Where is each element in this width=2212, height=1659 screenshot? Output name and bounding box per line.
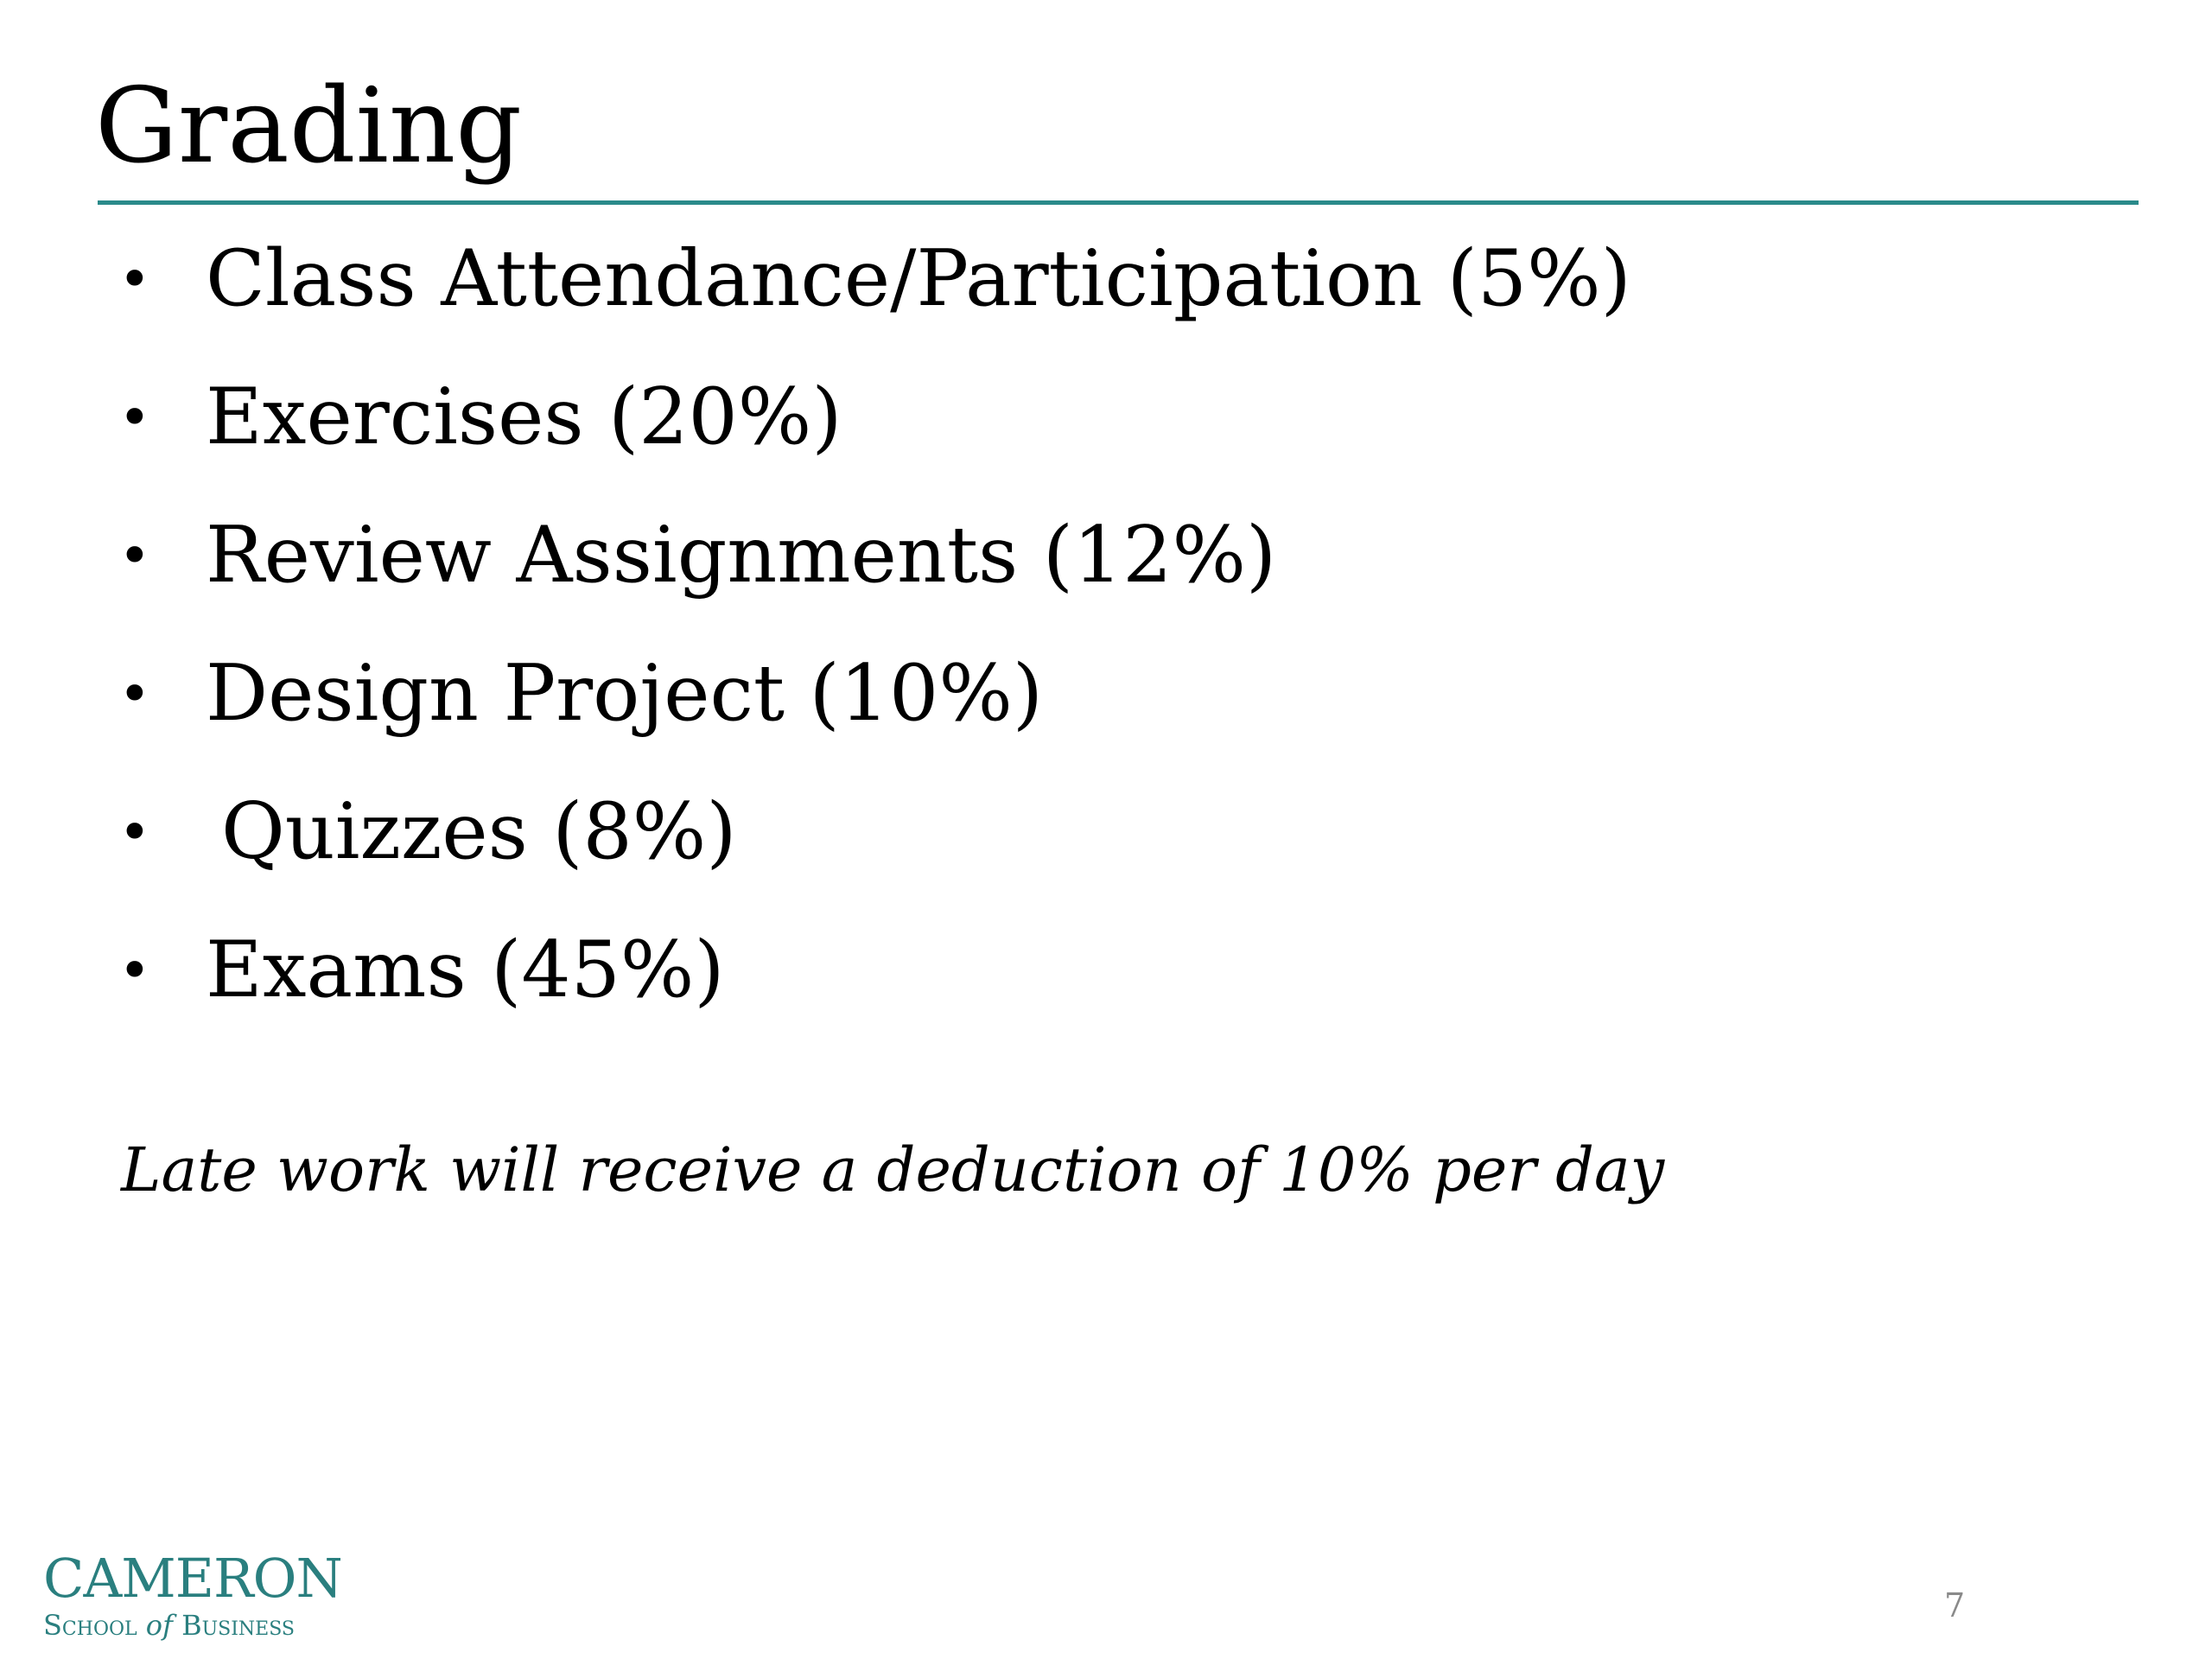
late-work-note: Late work will receive a deduction of 10% per day <box>121 1135 1665 1205</box>
logo-sub-text <box>43 1609 342 1642</box>
bullet-icon: • <box>118 663 151 727</box>
slide-title: Grading <box>95 67 523 187</box>
title-divider <box>98 200 2139 205</box>
bullet-icon: • <box>118 386 151 450</box>
bullet-icon: • <box>118 248 151 312</box>
bullet-icon: • <box>118 801 151 865</box>
cameron-logo <box>43 1547 342 1642</box>
bullet-text-review-assignments: Review Assignments (12%) <box>206 510 1277 601</box>
logo-sub-business: Business <box>181 1609 295 1642</box>
bullet-text-quizzes: Quizzes (8%) <box>221 786 737 877</box>
bullet-text-attendance: Class Attendance/Participation (5%) <box>206 233 1631 324</box>
logo-sub-of: of <box>145 1609 173 1642</box>
bullet-text-exams: Exams (45%) <box>206 925 725 1015</box>
bullet-text-exercises: Exercises (20%) <box>206 372 842 462</box>
bullet-icon: • <box>118 939 151 1003</box>
bullet-icon: • <box>118 524 151 588</box>
page-number: 7 <box>1944 1586 1966 1624</box>
logo-sub-school: School <box>43 1609 137 1642</box>
bullet-text-design-project: Design Project (10%) <box>206 648 1043 739</box>
logo-main-text: CAMERON <box>43 1547 342 1610</box>
